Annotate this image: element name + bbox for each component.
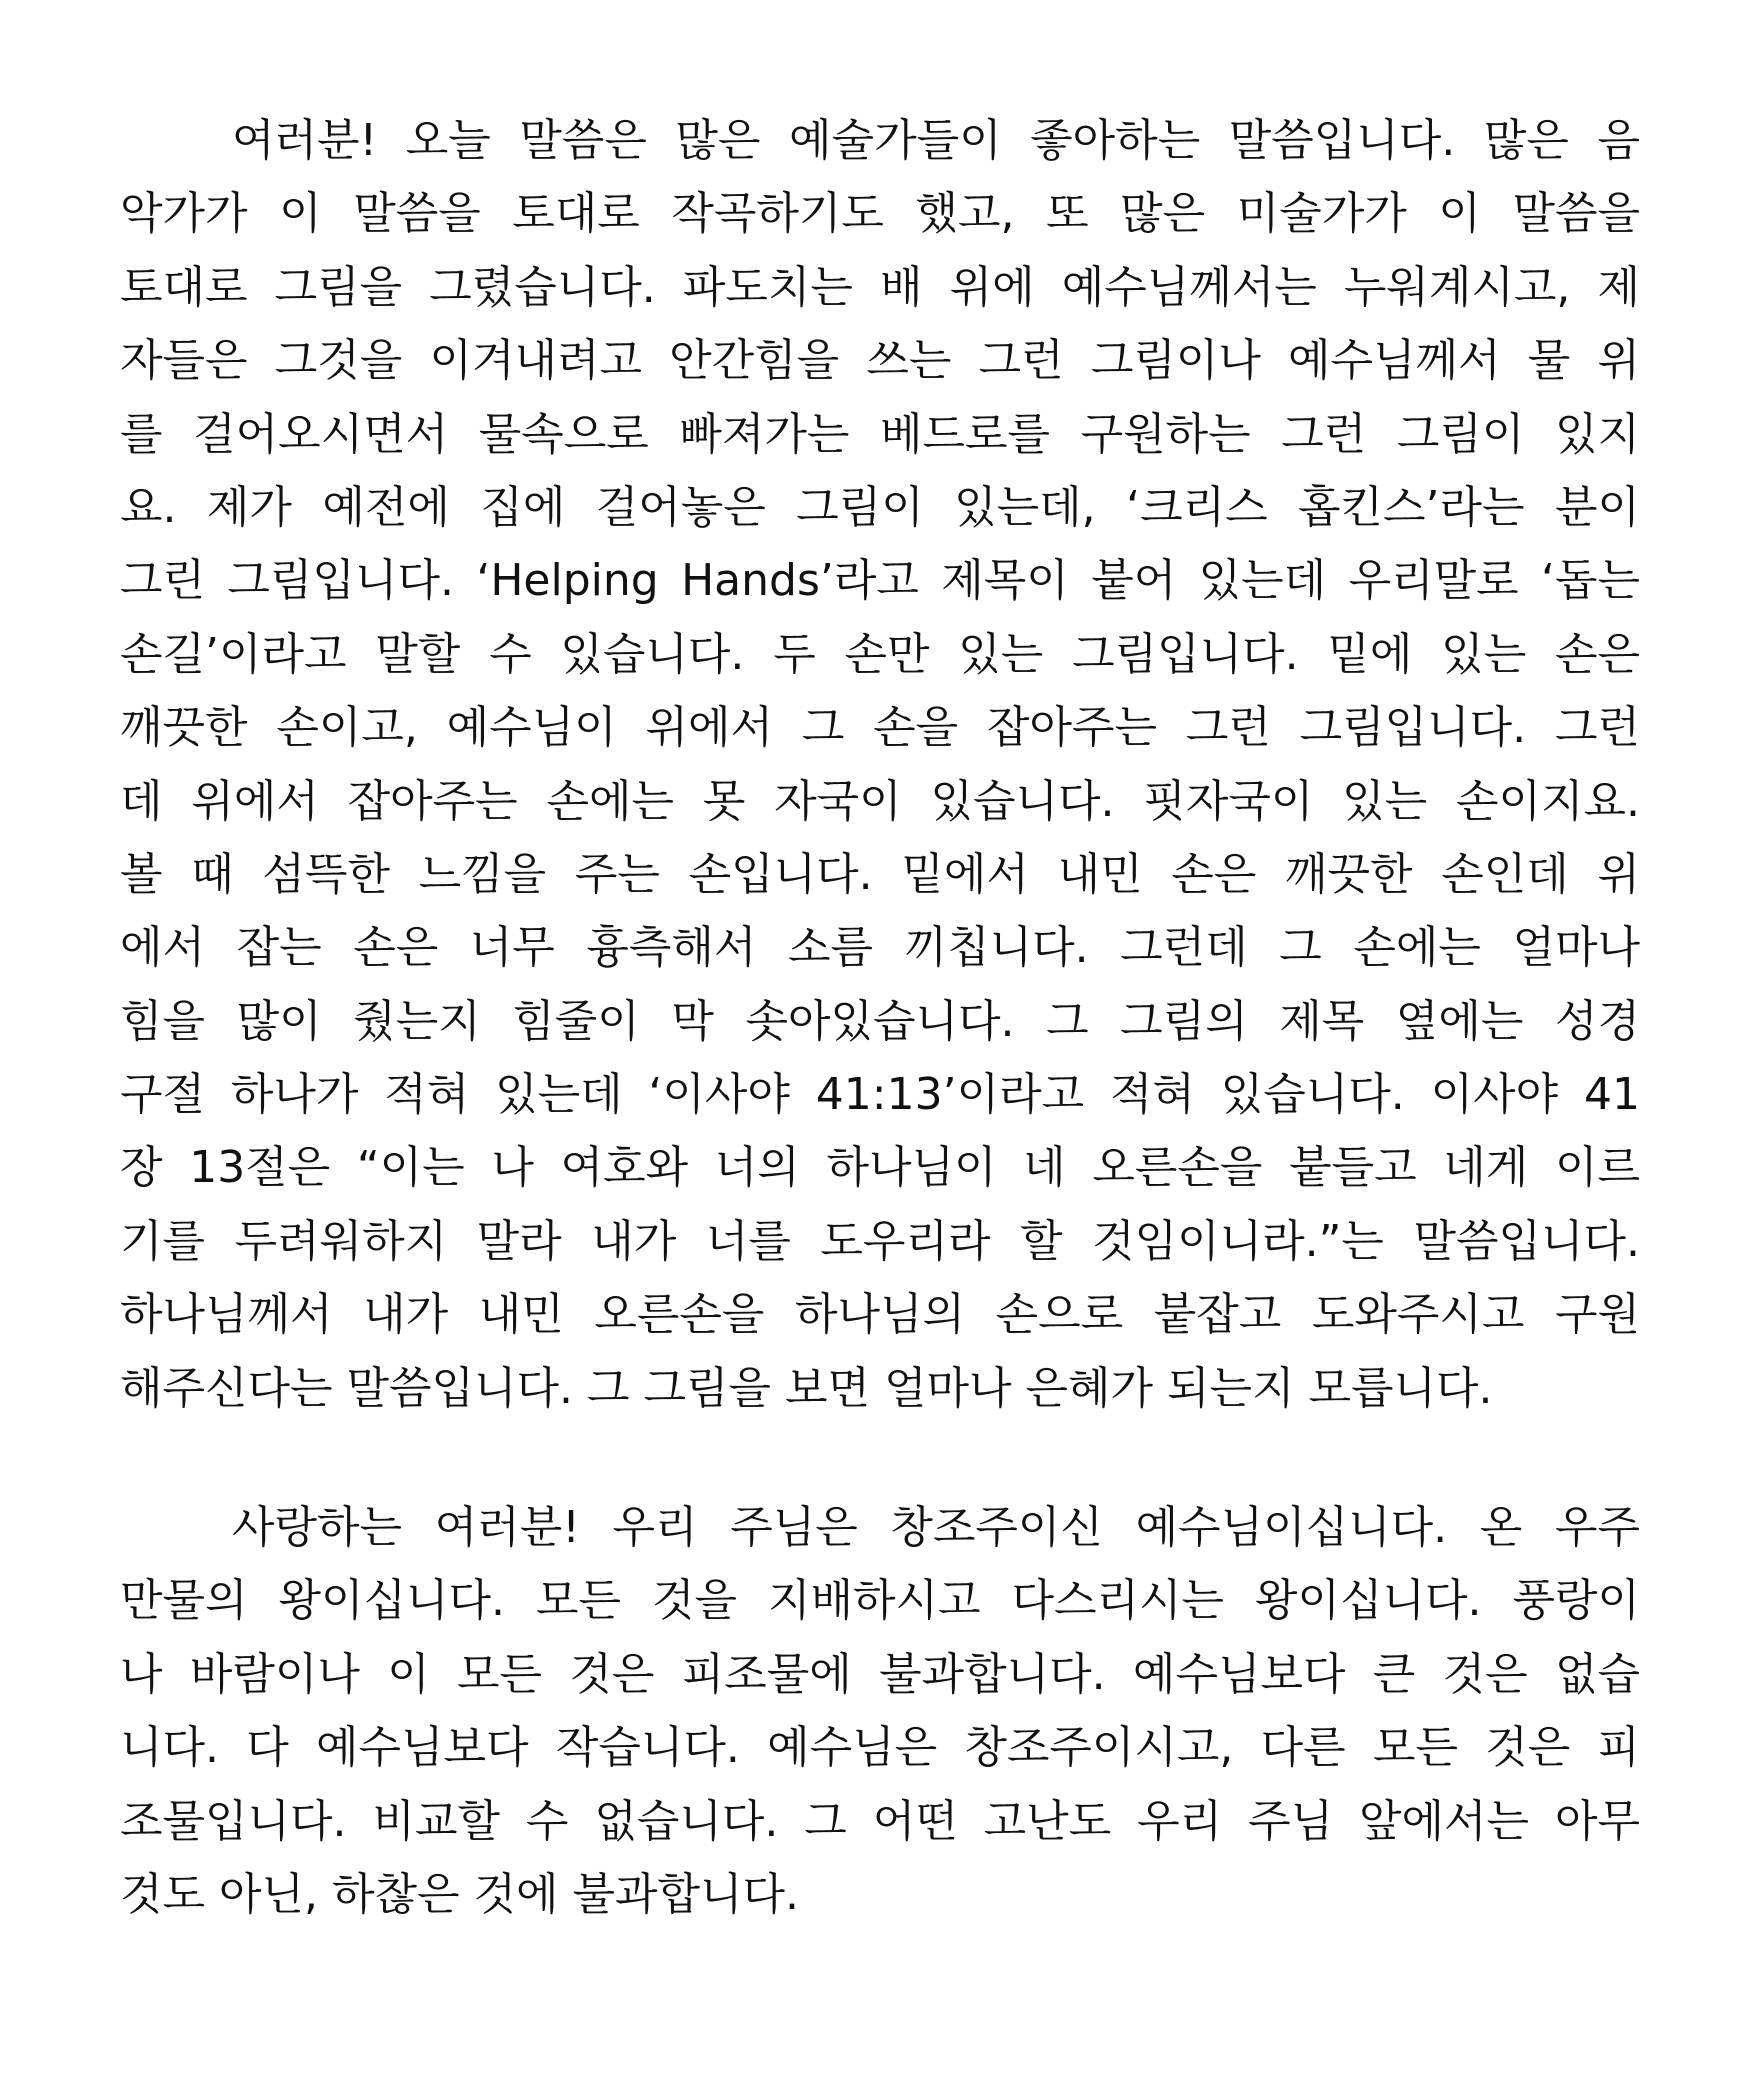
text-line: 나 바람이나 이 모든 것은 피조물에 불과합니다. 예수님보다 큰 것은 없습 [120,1648,1640,1700]
document-page [120,104,1640,1931]
text-line: 그린 그림입니다. ‘Helping Hands’라고 제목이 붙어 있는데 우리말로 ‘돕는 [120,555,1640,607]
text-line: 해주신다는 말씀입니다. 그 그림을 보면 얼마나 은혜가 되는지 모릅니다. [120,1362,1493,1414]
text-line: 데 위에서 잡아주는 손에는 못 자국이 있습니다. 핏자국이 있는 손이지요. [120,775,1640,827]
text-line: 깨끗한 손이고, 예수님이 위에서 그 손을 잡아주는 그런 그림입니다. 그런 [120,702,1640,754]
paragraph [120,1491,1640,1931]
text-line: 하나님께서 내가 내민 오른손을 하나님의 손으로 붙잡고 도와주시고 구원 [120,1289,1640,1341]
text-line: 힘을 많이 줬는지 힘줄이 막 솟아있습니다. 그 그림의 제목 옆에는 성경 [120,995,1640,1047]
text-line: 를 걸어오시면서 물속으로 빠져가는 베드로를 구원하는 그런 그림이 있지 [120,408,1640,460]
text-line: 것도 아닌, 하찮은 것에 불과합니다. [120,1868,799,1920]
text-line: 악가가 이 말씀을 토대로 작곡하기도 했고, 또 많은 미술가가 이 말씀을 [120,188,1640,240]
text-line: 만물의 왕이십니다. 모든 것을 지배하시고 다스리시는 왕이십니다. 풍랑이 [120,1575,1640,1627]
text-line: 장 13절은 “이는 나 여호와 너의 하나님이 네 오른손을 붙들고 네게 이르 [120,1142,1640,1194]
text-line: 기를 두려워하지 말라 내가 너를 도우리라 할 것임이니라.”는 말씀입니다. [120,1215,1640,1267]
text-line: 손길’이라고 말할 수 있습니다. 두 손만 있는 그림입니다. 밑에 있는 손은 [120,628,1640,680]
text-line: 구절 하나가 적혀 있는데 ‘이사야 41:13’이라고 적혀 있습니다. 이사야 41 [120,1069,1640,1121]
text-line: 볼 때 섬뜩한 느낌을 주는 손입니다. 밑에서 내민 손은 깨끗한 손인데 위 [120,848,1640,900]
text-line: 조물입니다. 비교할 수 없습니다. 그 어떤 고난도 우리 주님 앞에서는 아무 [120,1795,1640,1847]
text-line: 토대로 그림을 그렸습니다. 파도치는 배 위에 예수님께서는 누워계시고, 제 [120,261,1640,313]
text-line: 요. 제가 예전에 집에 걸어놓은 그림이 있는데, ‘크리스 홉킨스’라는 분이 [120,481,1640,533]
text-line: 자들은 그것을 이겨내려고 안간힘을 쓰는 그런 그림이나 예수님께서 물 위 [120,335,1640,387]
paragraph [120,104,1640,1425]
text-line: 사랑하는 여러분! 우리 주님은 창조주이신 예수님이십니다. 온 우주 [232,1502,1640,1554]
text-line: 여러분! 오늘 말씀은 많은 예술가들이 좋아하는 말씀입니다. 많은 음 [232,115,1640,166]
text-line: 에서 잡는 손은 너무 흉측해서 소름 끼칩니다. 그런데 그 손에는 얼마나 [120,922,1640,974]
text-line: 니다. 다 예수님보다 작습니다. 예수님은 창조주이시고, 다른 모든 것은 피 [120,1722,1640,1774]
